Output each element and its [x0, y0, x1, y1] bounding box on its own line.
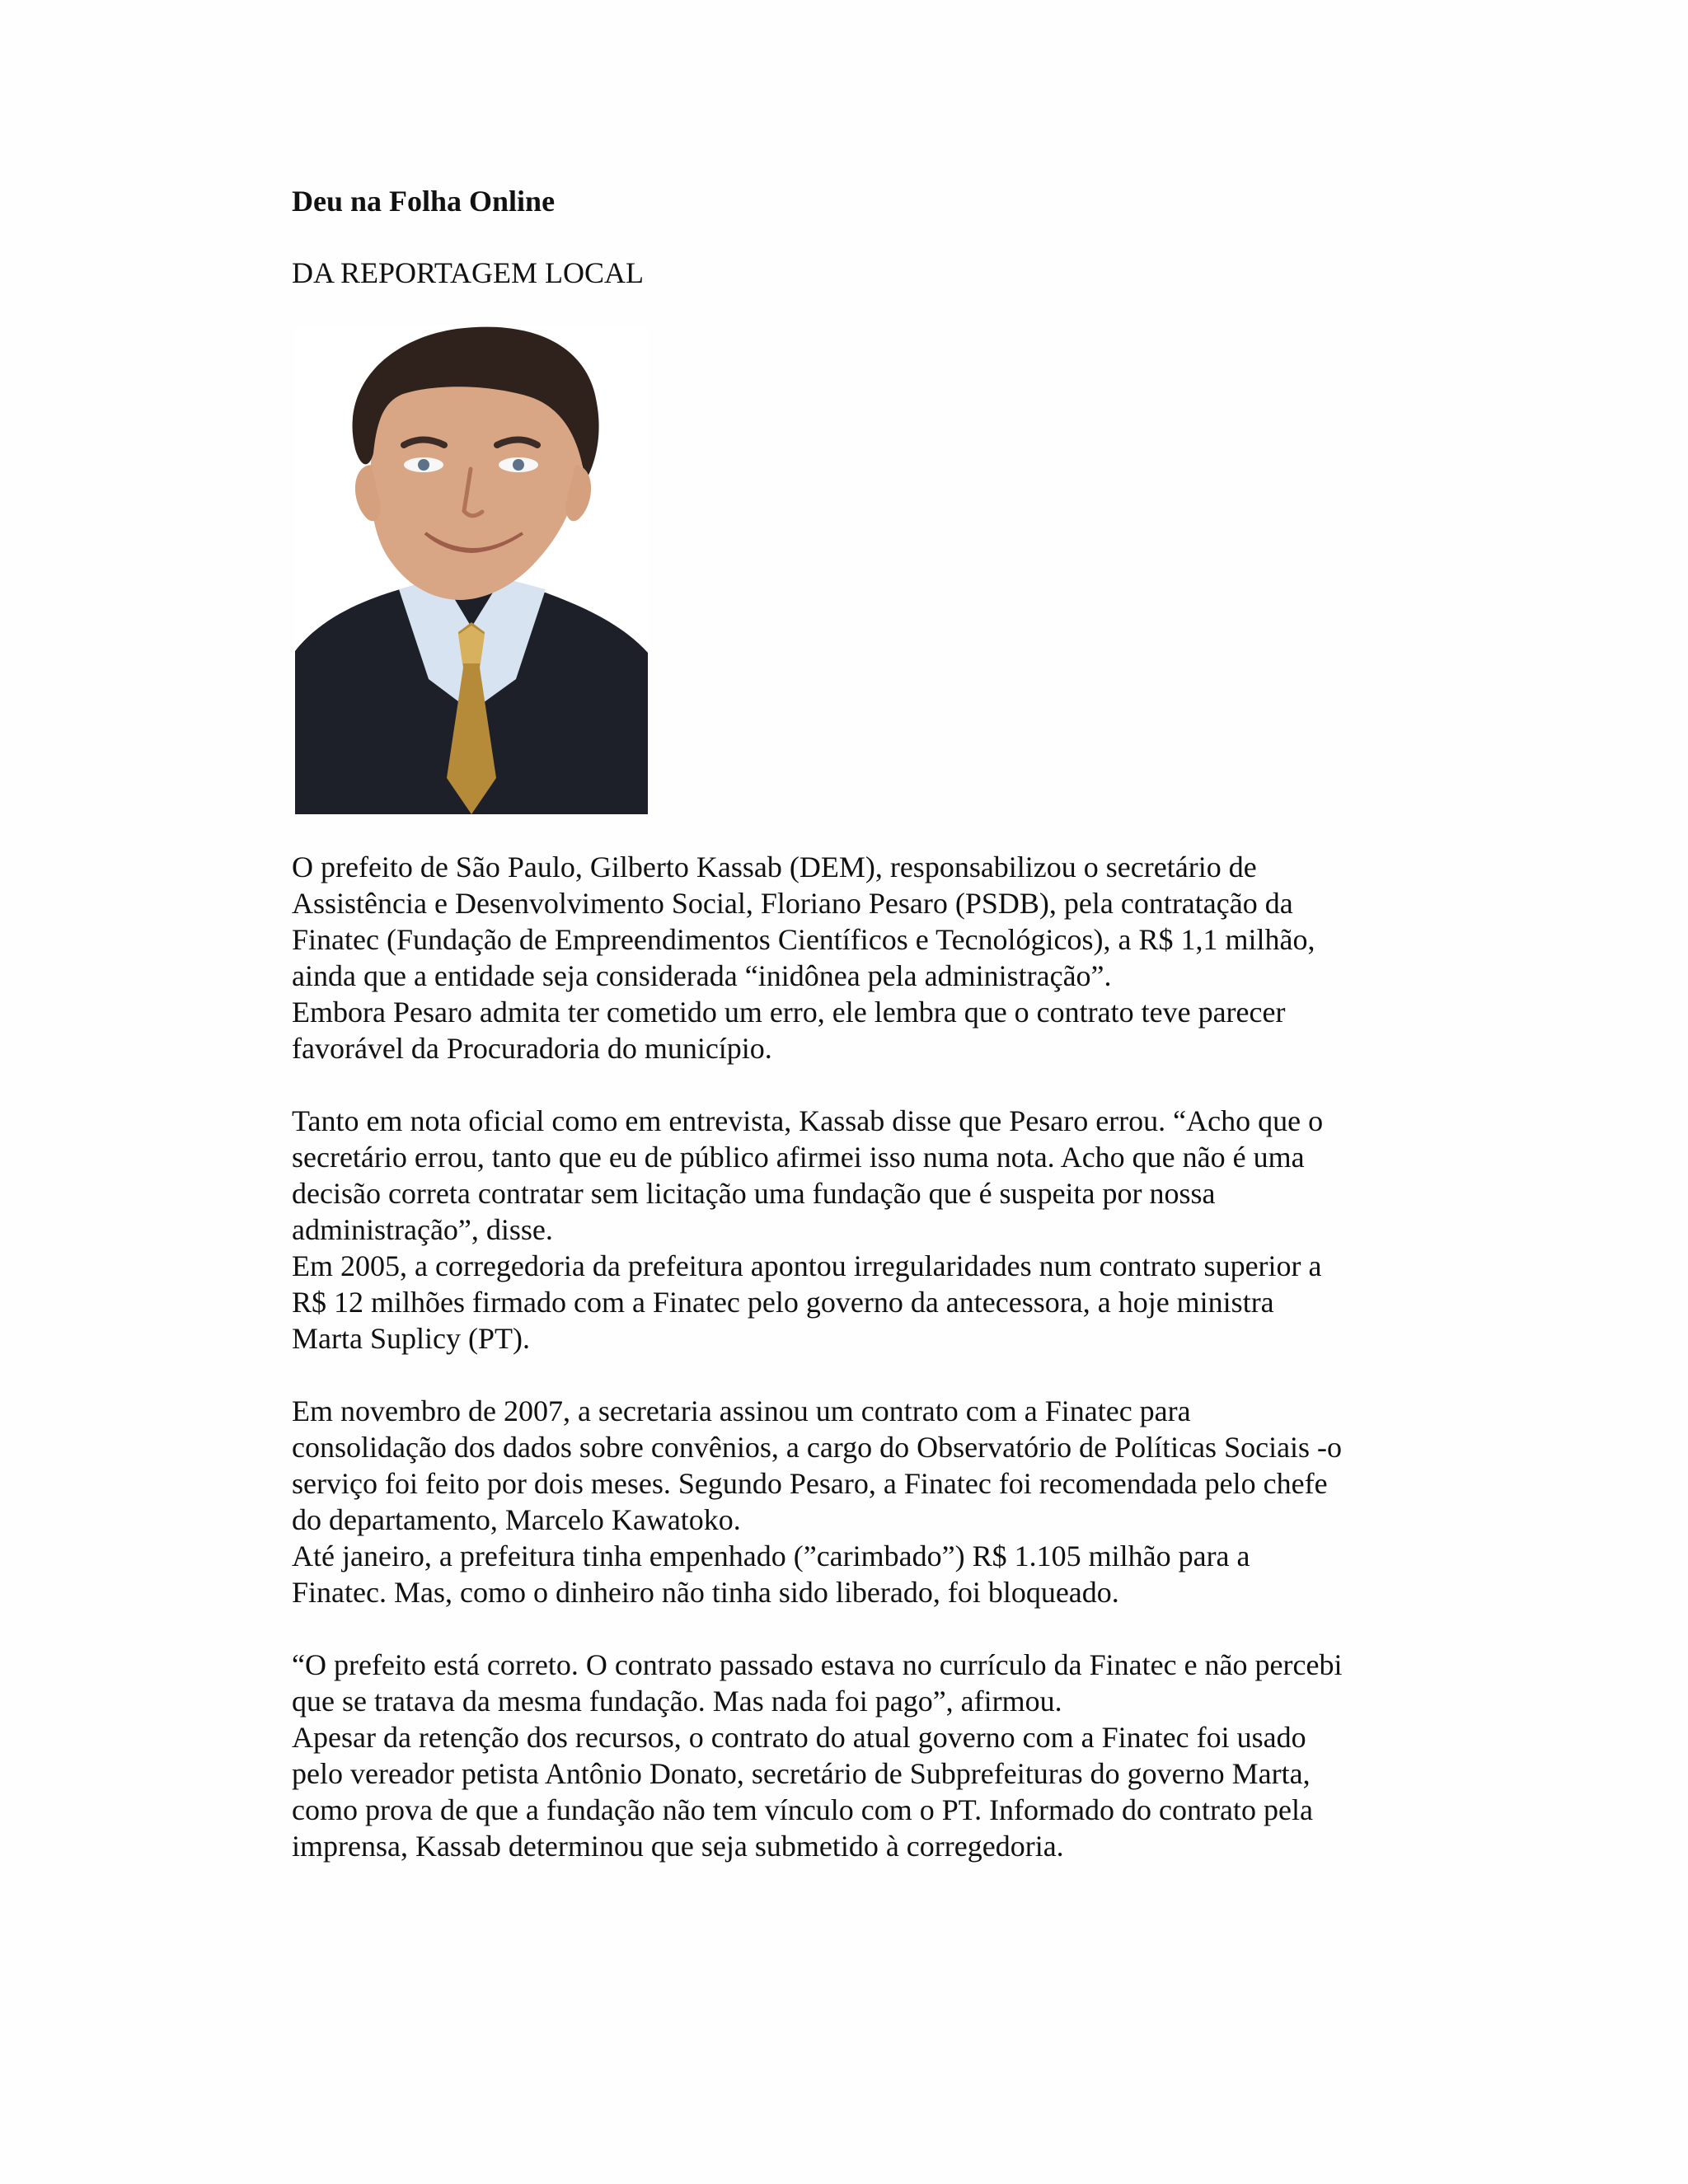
- article-line: pelo vereador petista Antônio Donato, secretário de Subprefeituras do governo Marta,: [292, 1757, 1311, 1790]
- article-line: secretário errou, tanto que eu de público afirmei isso numa nota. Acho que não é uma: [292, 1141, 1305, 1174]
- article-byline: DA REPORTAGEM LOCAL: [292, 256, 644, 289]
- article-paragraph-4: [292, 1647, 1413, 1864]
- article-line: consolidação dos dados sobre convênios, a cargo do Observatório de Políticas Sociais -o: [292, 1431, 1343, 1464]
- article-line: Em novembro de 2007, a secretaria assinou um contrato com a Finatec para: [292, 1394, 1191, 1427]
- article-line: Tanto em nota oficial como em entrevista, Kassab disse que Pesaro errou. “Acho que o: [292, 1104, 1324, 1137]
- article-line: decisão correta contratar sem licitação uma fundação que é suspeita por nossa: [292, 1177, 1216, 1210]
- article-line: Até janeiro, a prefeitura tinha empenhado (”carimbado”) R$ 1.105 milhão para a: [292, 1540, 1250, 1572]
- portrait-photo: [295, 326, 648, 814]
- article-paragraph-3: [292, 1393, 1413, 1610]
- article-body: [292, 849, 1413, 1900]
- article-line: Apesar da retenção dos recursos, o contrato do atual governo com a Finatec foi usado: [292, 1721, 1306, 1754]
- article-line: administração”, disse.: [292, 1213, 553, 1246]
- article-line: como prova de que a fundação não tem vínculo com o PT. Informado do contrato pela: [292, 1793, 1313, 1826]
- article-paragraph-2: [292, 1103, 1413, 1357]
- article-paragraph-1: [292, 849, 1413, 1066]
- article-line: Embora Pesaro admita ter cometido um erro, ele lembra que o contrato teve parecer: [292, 996, 1286, 1029]
- article-line: Em 2005, a corregedoria da prefeitura apontou irregularidades num contrato superior a: [292, 1249, 1322, 1282]
- article-line: R$ 12 milhões firmado com a Finatec pelo governo da antecessora, a hoje ministra: [292, 1286, 1274, 1319]
- article-line: serviço foi feito por dois meses. Segundo Pesaro, a Finatec foi recomendada pelo chefe: [292, 1467, 1328, 1500]
- portrait-illustration: [295, 326, 648, 814]
- article-line: Finatec (Fundação de Empreendimentos Científicos e Tecnológicos), a R$ 1,1 milhão,: [292, 923, 1315, 956]
- article-line: favorável da Procuradoria do município.: [292, 1032, 772, 1065]
- article-line: “O prefeito está correto. O contrato passado estava no currículo da Finatec e não percebi: [292, 1648, 1343, 1681]
- article-line: Finatec. Mas, como o dinheiro não tinha sido liberado, foi bloqueado.: [292, 1576, 1119, 1609]
- article-line: do departamento, Marcelo Kawatoko.: [292, 1503, 741, 1536]
- article-line: Marta Suplicy (PT).: [292, 1322, 530, 1355]
- article-line: Assistência e Desenvolvimento Social, Floriano Pesaro (PSDB), pela contratação da: [292, 887, 1293, 920]
- article-line: ainda que a entidade seja considerada “inidônea pela administração”.: [292, 959, 1112, 992]
- article-line: O prefeito de São Paulo, Gilberto Kassab (DEM), responsabilizou o secretário de: [292, 851, 1257, 883]
- article-line: que se tratava da mesma fundação. Mas nada foi pago”, afirmou.: [292, 1685, 1062, 1718]
- article-source-title: Deu na Folha Online: [292, 185, 556, 218]
- article-line: imprensa, Kassab determinou que seja submetido à corregedoria.: [292, 1830, 1064, 1863]
